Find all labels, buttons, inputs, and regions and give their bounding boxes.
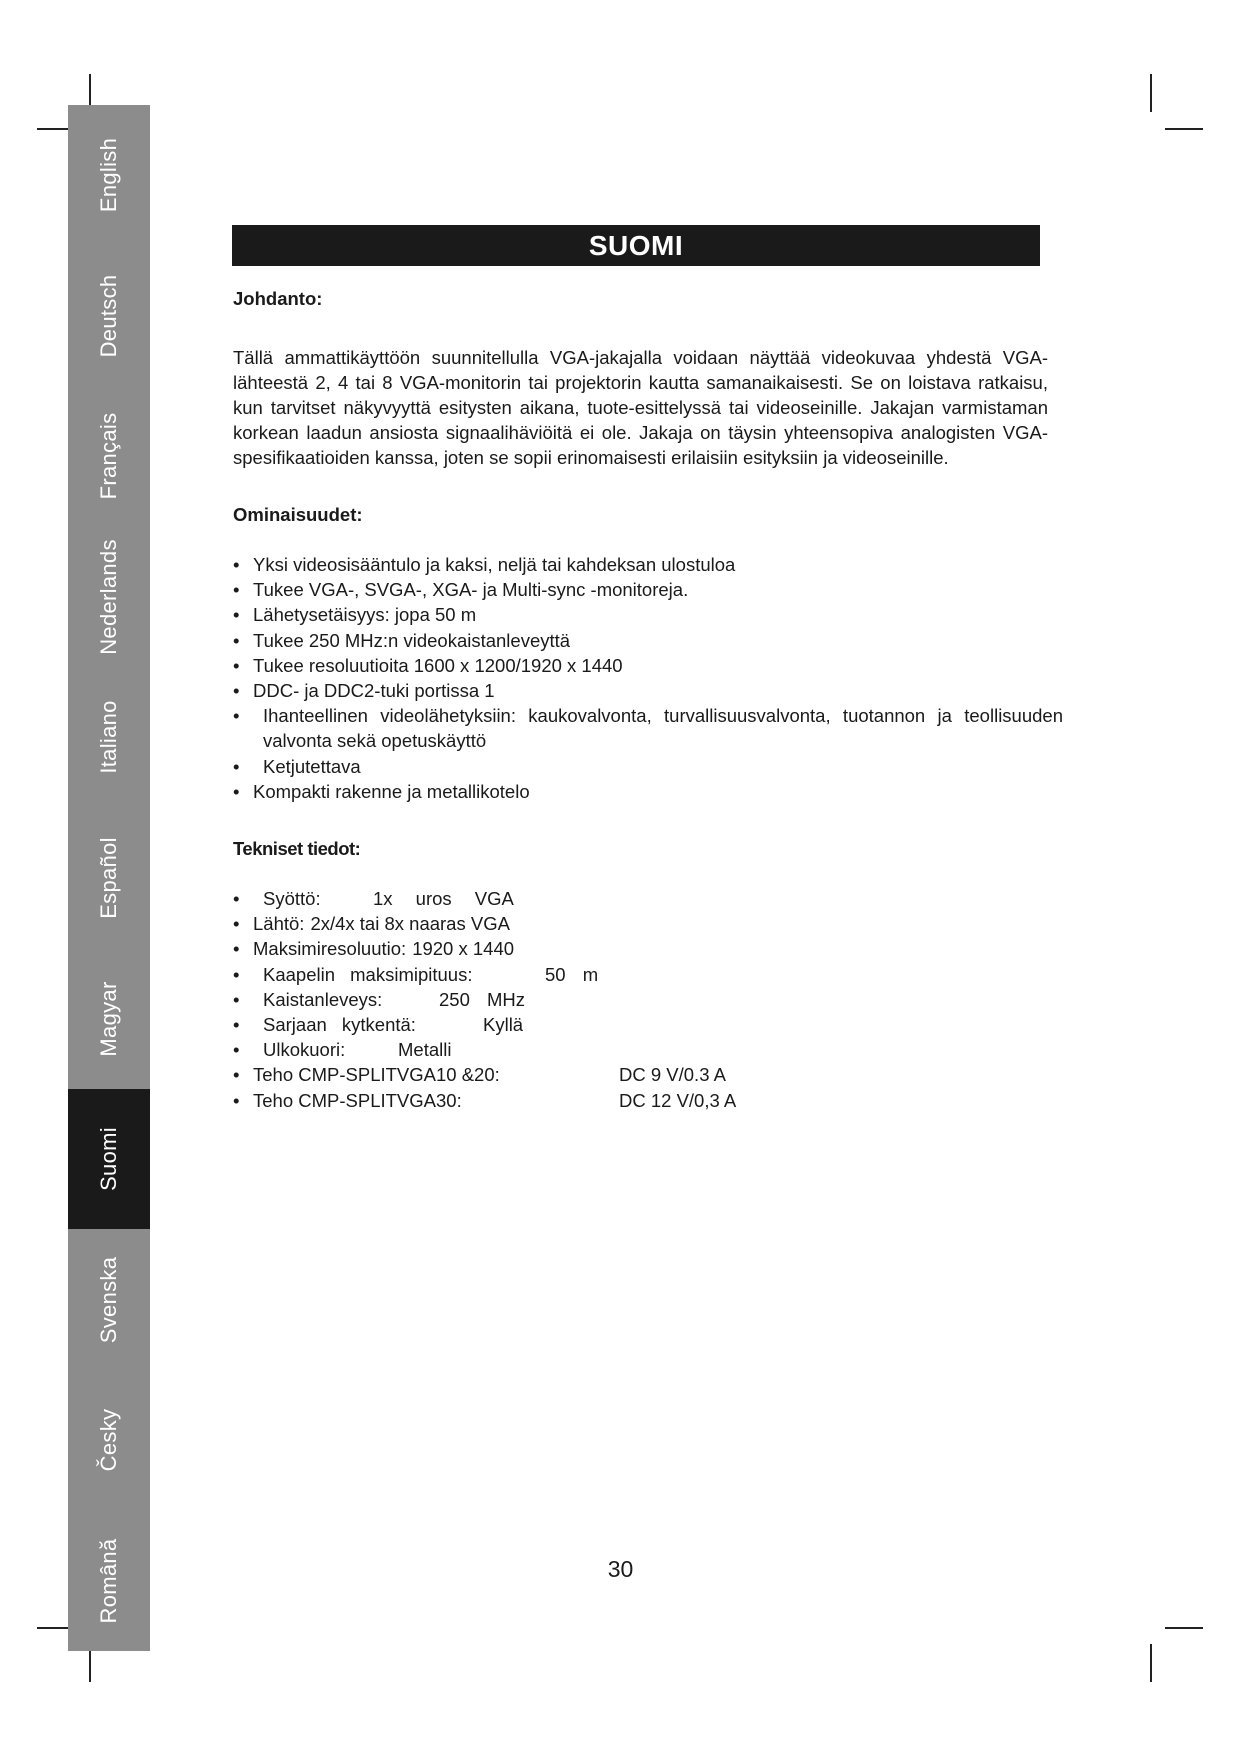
spec-label: Maksimiresoluutio: [253, 938, 407, 960]
spec-item [233, 886, 1063, 911]
language-label: English [96, 138, 121, 213]
features-heading: Ominaisuudet: [233, 504, 363, 525]
spec-value: Kyllä [483, 1014, 524, 1036]
language-label: Nederlands [96, 539, 121, 655]
section-title: SUOMI [588, 229, 684, 261]
spec-label: Kaistanleveys: [263, 988, 383, 1010]
spec-label: Teho CMP-SPLITVGA10 &20: [253, 1064, 500, 1086]
spec-value: Metalli [398, 1039, 452, 1061]
spec-label: Ulkokuori: [263, 1039, 346, 1061]
language-label: Česky [96, 1408, 121, 1472]
spec-value: 1920 x 1440 [412, 938, 515, 960]
language-label: Español [96, 837, 121, 919]
language-tab-cesky [68, 1370, 150, 1511]
main-content [233, 288, 1063, 1113]
spec-value: 1x uros VGA [373, 888, 514, 910]
spec-label: Lähtö: [253, 913, 305, 935]
language-sidebar [68, 105, 150, 1651]
spec-label: Sarjaan kytkentä: [263, 1014, 416, 1036]
language-tab-italiano [68, 667, 150, 808]
spec-item [233, 1012, 1063, 1037]
feature-item: • DDC- ja DDC2-tuki portissa 1 [233, 678, 1063, 703]
language-label: Deutsch [96, 274, 121, 358]
language-tab-svenska [68, 1229, 150, 1370]
feature-item: • Tukee VGA-, SVGA-, XGA- ja Multi-sync -monitoreja. [233, 577, 1063, 602]
language-tab-english [68, 105, 150, 246]
language-label: Italiano [96, 700, 121, 775]
spec-label: Teho CMP-SPLITVGA30: [253, 1089, 462, 1111]
spec-item [233, 1062, 1063, 1087]
specs-heading: Tekniset tiedot: [233, 838, 361, 860]
spec-value: DC 12 V/0,3 A [619, 1089, 737, 1111]
spec-value: 2x/4x tai 8x naaras VGA [310, 913, 510, 935]
spec-label: Kaapelin maksimipituus: [263, 963, 473, 985]
spec-item [233, 936, 1063, 961]
feature-item: • Tukee resoluutioita 1600 x 1200/1920 x 1440 [233, 653, 1063, 678]
spec-label: Syöttö: [263, 888, 321, 910]
language-tab-nederlands [68, 527, 150, 668]
language-tab-magyar [68, 948, 150, 1089]
feature-item: • Ihanteellinen videolähetyksiin: kaukovalvonta, turvallisuusvalvonta, tuotannon ja teollisuuden valvonta sekä opetuskäyttö [233, 703, 1063, 753]
language-label: Română [96, 1538, 121, 1624]
features-list [233, 552, 1063, 804]
spec-value: 250 MHz [439, 988, 526, 1010]
feature-item: • Tukee 250 MHz:n videokaistanleveyttä [233, 628, 1063, 653]
crop-mark [1165, 1627, 1203, 1629]
language-tab-espanol [68, 808, 150, 949]
spec-item [233, 1088, 1063, 1113]
feature-item: • Ketjutettava [233, 754, 1063, 779]
intro-heading: Johdanto: [233, 288, 323, 309]
language-label: Magyar [96, 980, 121, 1057]
language-tab-francais [68, 386, 150, 527]
language-tab-suomi-active [68, 1089, 150, 1230]
language-tab-deutsch [68, 246, 150, 387]
spec-item [233, 1037, 1063, 1062]
page-number: 30 [607, 1556, 634, 1582]
crop-mark [1150, 74, 1152, 112]
language-label: Suomi [96, 1127, 121, 1192]
feature-item: • Lähetysetäisyys: jopa 50 m [233, 602, 1063, 627]
spec-value: 50 m [545, 963, 599, 985]
spec-item [233, 987, 1063, 1012]
spec-item [233, 962, 1063, 987]
spec-value: DC 9 V/0.3 A [619, 1064, 726, 1086]
specs-list [233, 886, 1063, 1113]
crop-mark [1150, 1644, 1152, 1682]
language-label: Svenska [96, 1256, 121, 1343]
spec-item [233, 911, 1063, 936]
intro-paragraph: Tällä ammattikäyttöön suunnitellulla VGA-jakajalla voidaan näyttää videokuvaa yhdestä VGA-lähteestä 2, 4 tai 8 VGA-monitorin tai projektorin kautta samanaikaisesti. Se on loistava ratkaisu, kun tarvitset näkyvyyttä esitysten aikana, tuote-esittelyssä tai videoseinille. Jakajan varmistaman korkean laadun ansiosta signaalihäviöitä ei ole. Jakaja on täysin yhteensopiva analogisten VGA-spesifikaatioiden kanssa, joten se sopii erinomaisesti erilaisiin esityksiin ja videoseinille. [233, 347, 1048, 468]
feature-item: • Kompakti rakenne ja metallikotelo [233, 779, 1063, 804]
crop-mark [1165, 128, 1203, 130]
section-title-bar [232, 225, 1040, 266]
feature-item: • Yksi videosisääntulo ja kaksi, neljä tai kahdeksan ulostuloa [233, 552, 1063, 577]
language-label: Français [96, 412, 121, 500]
